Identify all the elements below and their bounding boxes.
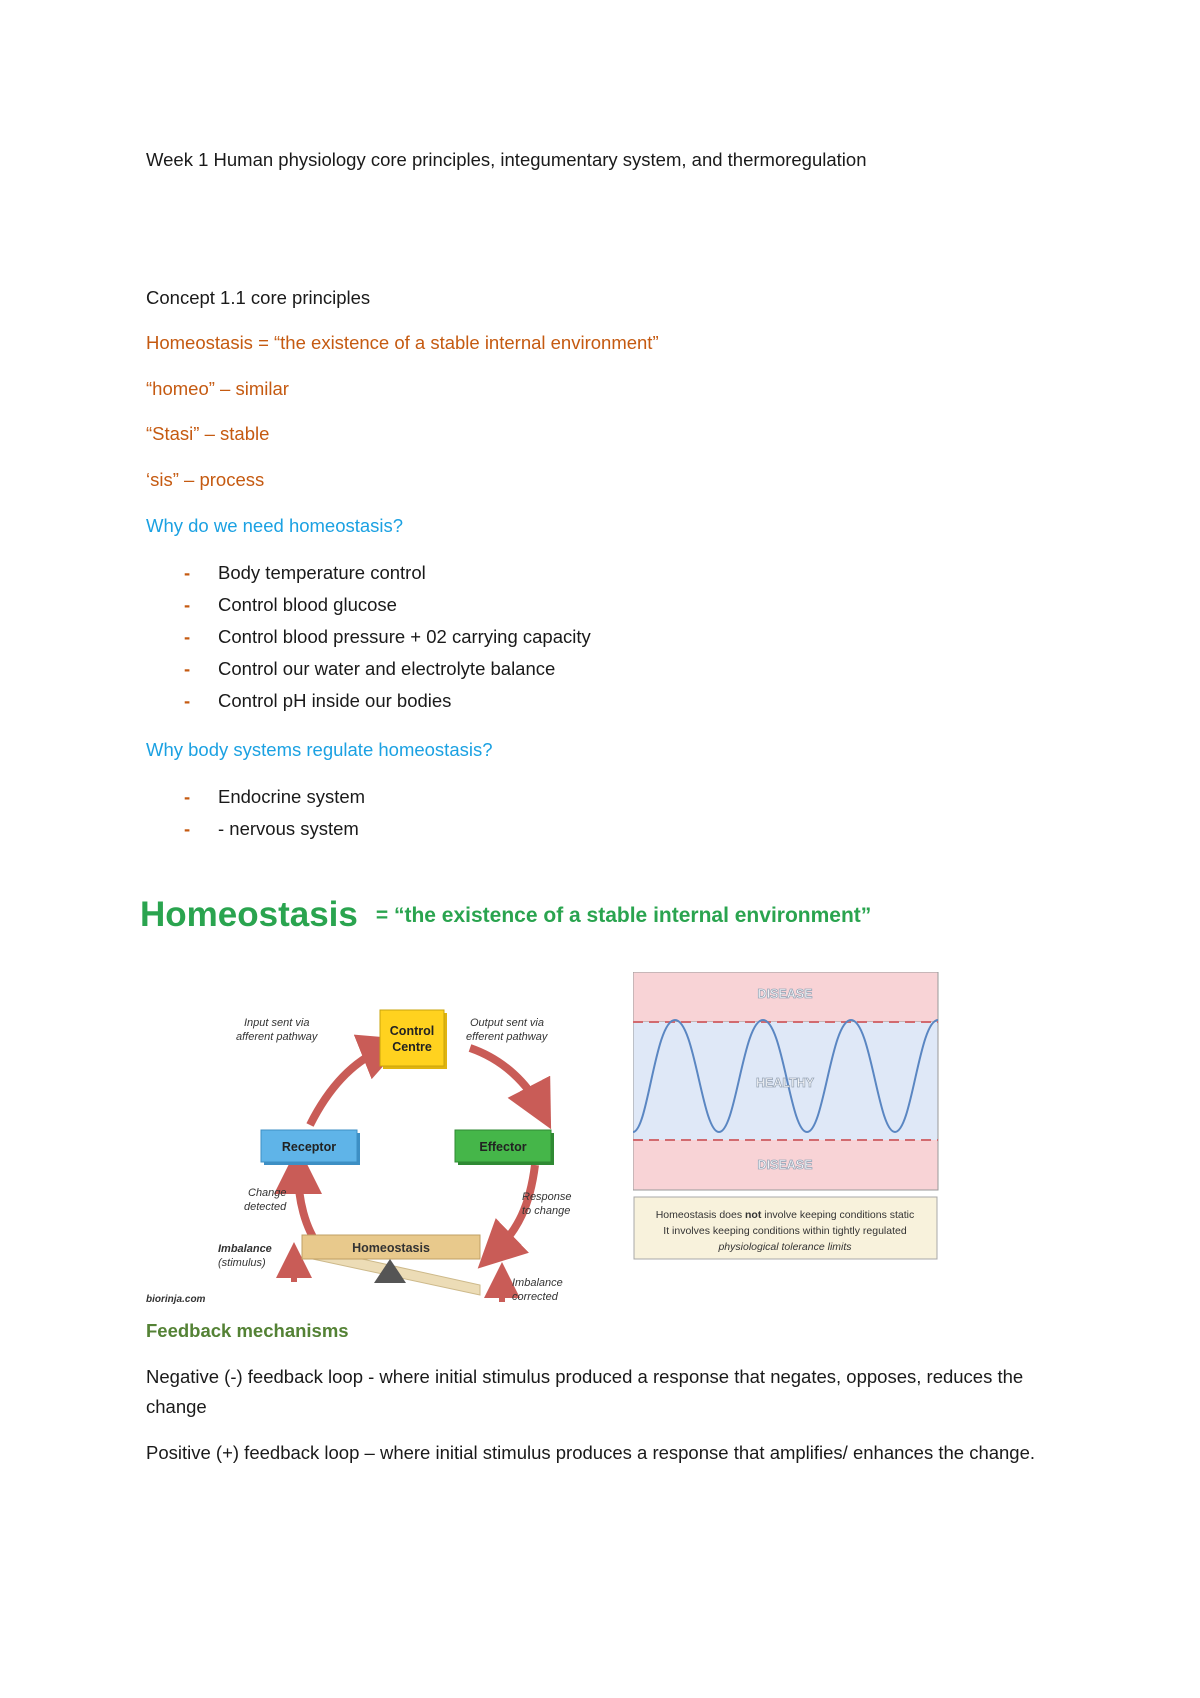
systems-heading: Why body systems regulate homeostasis?: [146, 739, 493, 760]
positive-feedback-paragraph: Positive (+) feedback loop – where initial stimulus produces a response that amplifies/ enhances the change.: [146, 1442, 1036, 1463]
svg-text:physiological tolerance limits: physiological tolerance limits: [718, 1241, 852, 1253]
svg-text:It involves keeping conditions: It involves keeping conditions within tightly regulated: [663, 1225, 907, 1237]
figure-title: [140, 895, 871, 955]
change-detected-label: Change: [248, 1187, 287, 1199]
output-label-2: efferent pathway: [466, 1031, 548, 1043]
svg-text:Receptor: Receptor: [281, 1140, 337, 1154]
svg-text:Effector: Effector: [479, 1140, 527, 1154]
output-label: Output sent via: [470, 1017, 544, 1029]
homeostasis-definition: Homeostasis = “the existence of a stable internal environment”: [146, 332, 659, 353]
response-label-2: to change: [522, 1205, 571, 1217]
disease-bottom-label: DISEASE: [757, 1158, 813, 1172]
why-need-heading: Why do we need homeostasis?: [146, 515, 404, 536]
etymology-sis: ‘sis” – process: [146, 469, 265, 490]
tolerance-note: [634, 1197, 937, 1259]
imbalance-label-2: (stimulus): [218, 1257, 266, 1269]
svg-text:Control: Control: [389, 1024, 435, 1038]
homeostasis-seesaw: [302, 1235, 480, 1295]
svg-text:Homeostasis: Homeostasis: [352, 1241, 430, 1255]
list-item: - Control our water and electrolyte balance: [184, 658, 556, 679]
document-title: Week 1 Human physiology core principles, integumentary system, and thermoregulation: [146, 149, 867, 170]
imbalance-label: Imbalance: [218, 1243, 272, 1255]
list-item: - Control pH inside our bodies: [184, 690, 452, 711]
feedback-heading: Feedback mechanisms: [146, 1320, 349, 1341]
figure-title-main: Homeostasis: [140, 895, 358, 934]
negative-feedback-paragraph: Negative (-) feedback loop - where initial stimulus produced a response that negates, opposes, reduces the change: [146, 1366, 1024, 1417]
positive-feedback-label: Positive (+) feedback loop: [146, 1442, 360, 1463]
figure-title-rest: = “the existence of a stable internal environment”: [375, 904, 872, 927]
list-item: - Control blood glucose: [184, 594, 397, 615]
input-label-2: afferent pathway: [236, 1031, 318, 1043]
svg-text:Centre: Centre: [392, 1040, 432, 1054]
tolerance-range-diagram: [633, 972, 943, 1262]
negative-feedback-label: Negative (-) feedback loop: [146, 1366, 363, 1387]
corrected-label: Imbalance: [512, 1277, 563, 1289]
arrow-input: [310, 1048, 385, 1125]
effector-box: [455, 1130, 554, 1165]
control-centre-box: [380, 1010, 447, 1069]
list-item: - Control blood pressure + 02 carrying capacity: [184, 626, 591, 647]
systems-list: [146, 785, 365, 849]
etymology-homeo: “homeo” – similar: [146, 378, 289, 399]
concept-heading: Concept 1.1 core principles: [146, 287, 371, 308]
corrected-label-2: corrected: [512, 1291, 558, 1303]
list-item: - Body temperature control: [184, 562, 426, 583]
input-label: Input sent via: [244, 1017, 310, 1029]
why-need-list: [146, 561, 591, 721]
credit-label: biorinja.com: [146, 1294, 206, 1305]
list-item: - Endocrine system: [184, 786, 366, 807]
svg-text:Homeostasis does not involve k: Homeostasis does not involve keeping conditions static: [655, 1209, 915, 1221]
disease-top-label: DISEASE: [757, 987, 813, 1001]
list-item: - - nervous system: [184, 818, 359, 839]
receptor-box: [261, 1130, 360, 1165]
feedback-loop-diagram: [140, 990, 600, 1310]
etymology-stasi: “Stasi” – stable: [146, 423, 270, 444]
healthy-label: HEALTHY: [755, 1076, 815, 1090]
arrow-output: [470, 1048, 540, 1108]
response-label: Response: [522, 1191, 572, 1203]
change-detected-label-2: detected: [244, 1201, 287, 1213]
